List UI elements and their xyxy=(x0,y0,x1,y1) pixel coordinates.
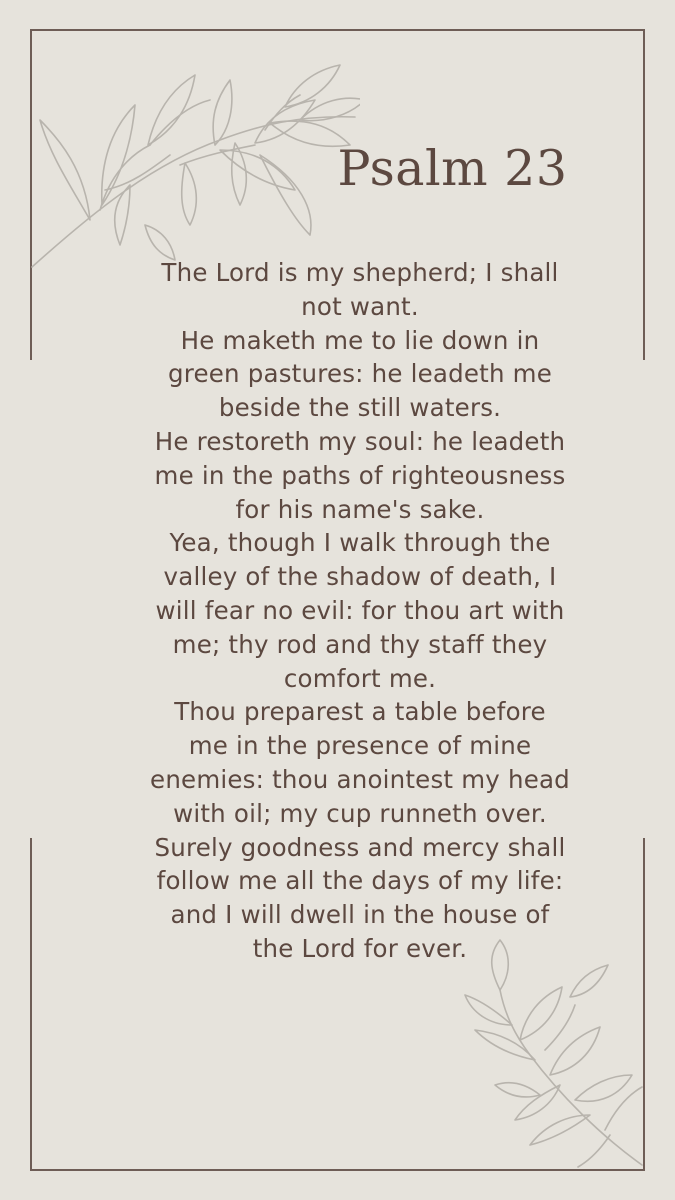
psalm-line: follow me all the days of my life: xyxy=(156,866,564,896)
psalm-line: me in the presence of mine xyxy=(188,731,532,761)
psalm-line: will fear no evil: for thou art with xyxy=(155,595,565,625)
psalm-line: enemies: thou anointest my head xyxy=(150,764,570,794)
psalm-line: comfort me. xyxy=(283,663,437,693)
psalm-line: The Lord is my shepherd; I shall xyxy=(161,258,559,287)
psalm-line: He maketh me to lie down in xyxy=(180,325,540,355)
psalm-text xyxy=(125,256,595,966)
psalm-line: for his name's sake. xyxy=(235,494,485,524)
psalm-line: Yea, though I walk through the xyxy=(169,528,551,558)
psalm-line: me in the paths of righteousness xyxy=(154,460,566,490)
psalm-line: not want. xyxy=(301,291,419,321)
leaf-branch-bottom-right xyxy=(450,935,645,1170)
psalm-line: Thou preparest a table before xyxy=(174,697,546,727)
page-title: Psalm 23 xyxy=(337,140,568,197)
psalm-line: and I will dwell in the house of xyxy=(170,900,550,930)
frame-right-upper-border xyxy=(643,29,645,360)
frame-left-lower-border xyxy=(30,838,32,1171)
psalm-line: He restoreth my soul: he leadeth xyxy=(154,426,566,456)
psalm-line: the Lord for ever. xyxy=(252,933,468,963)
psalm-line: beside the still waters. xyxy=(218,393,502,423)
psalm-line: valley of the shadow of death, I xyxy=(163,562,557,592)
psalm-line: green pastures: he leadeth me xyxy=(168,359,552,389)
psalm-line: Surely goodness and mercy shall xyxy=(154,832,566,862)
frame-top-border xyxy=(30,29,645,31)
psalm-line: me; thy rod and thy staff they xyxy=(172,629,548,659)
psalm-line: with oil; my cup runneth over. xyxy=(173,798,547,828)
